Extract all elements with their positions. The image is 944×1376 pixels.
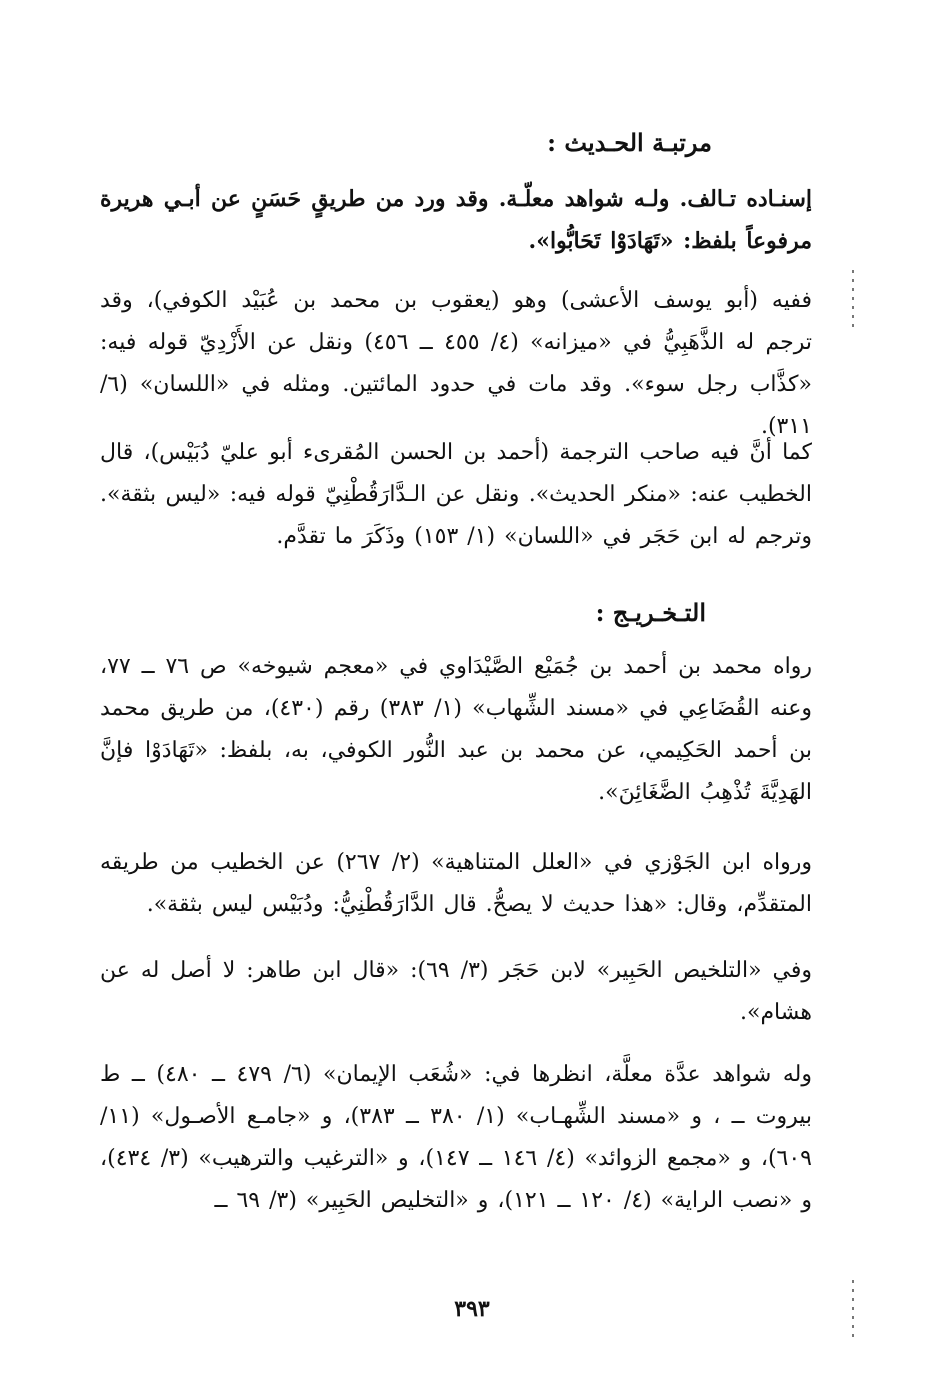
scan-edge-mark (852, 270, 854, 330)
paragraph-ibn-aljawzi: ورواه ابن الجَوْزي في «العلل المتناهية» (٢/ ٢٦٧) عن الخطيب من طريقه المتقدِّم، وقال: «هذا حديث لا يصحُّ. قال الدَّارَقُطْنِيُّ: ودُبَيْس ليس بثقة». (100, 850, 812, 917)
page-number: ٣٩٣ (454, 1296, 490, 1322)
scan-edge-mark (852, 1280, 854, 1340)
paragraph-narrator-dubays: كما أنَّ فيه صاحب الترجمة (أحمد بن الحسن المُقرىء أبو عليّ دُبَيْس)، قال الخطيب عنه: «منكر الحديث». ونقل عن الـدَّارَقُطْنِيّ قوله فيه: «ليس بثقة». وترجم له ابن حَجَر في «اللسان» (١/ ١٥٣) وذَكَرَ ما تقدَّم. (100, 440, 812, 549)
paragraph-shawahid: وله شواهد عدَّة معلَّة، انظرها في: «شُعَب الإيمان» (٦/ ٤٧٩ ــ ٤٨٠) ــ ط بيروت ــ ، و «مسند الشِّهـاب» (١/ ٣٨٠ ــ ٣٨٣)، و «جامـع الأصـول» (١١/ ٦٠٩)، و «مجمع الزوائد» (٤/ ١٤٦ ــ ١٤٧)، و «الترغيب والترهيب» (٣/ ٤٣٤)، و «نصب الراية» (٤/ ١٢٠ ــ ١٢١)، و «التخليص الحَبِير» (٣/ ٦٩ ــ (100, 1062, 812, 1213)
heading-takhrij: التـخـريـج : (595, 598, 706, 627)
paragraph-takhrij-ibn-jumay: رواه محمد بن أحمد بن جُمَيْع الصَّيْدَاوي في «معجم شيوخه» ص ٧٦ ــ ٧٧، وعنه القُضَاعِي في «مسند الشِّهاب» (١/ ٣٨٣) رقم (٤٣٠)، من طريق محمد بن أحمد الحَكِيمي، عن محمد بن عبد النُّور الكوفي، به، بلفظ: «تَهَادَوْا فإنَّ الهَدِيَّةَ تُذْهِبُ الضَّغَائِنَ». (100, 654, 813, 805)
heading-hadith-rank: مرتبـة الحـديث : (547, 128, 712, 157)
paragraph-narrator-alashaa: ففيه (أبو يوسف الأعشى) وهو (يعقوب بن محمد بن عُبَيْد الكوفي)، وقد ترجم له الذَّهَبِيُّ في «ميزانه» (٤/ ٤٥٥ ــ ٤٥٦) ونقل عن الأَزْدِيّ قوله فيه: «كذَّاب رجل سوء». وقد مات في حدود المائتين. ومثله في «اللسان» (٦/ ٣١١). (100, 288, 813, 439)
paragraph-talkhis: وفي «التلخيص الحَبِير» لابن حَجَر (٣/ ٦٩): «قال ابن طاهر: لا أصل له عن هشام». (100, 958, 813, 1025)
paragraph-isnad-summary: إسنـاده تـالف. ولـه شواهد معلّـة. وقد ورد من طريقٍ حَسَنٍ عن أبـي هريرة مرفوعاً بلفظ: «تَهَادَوْا تَحَابُّوا». (100, 186, 812, 254)
